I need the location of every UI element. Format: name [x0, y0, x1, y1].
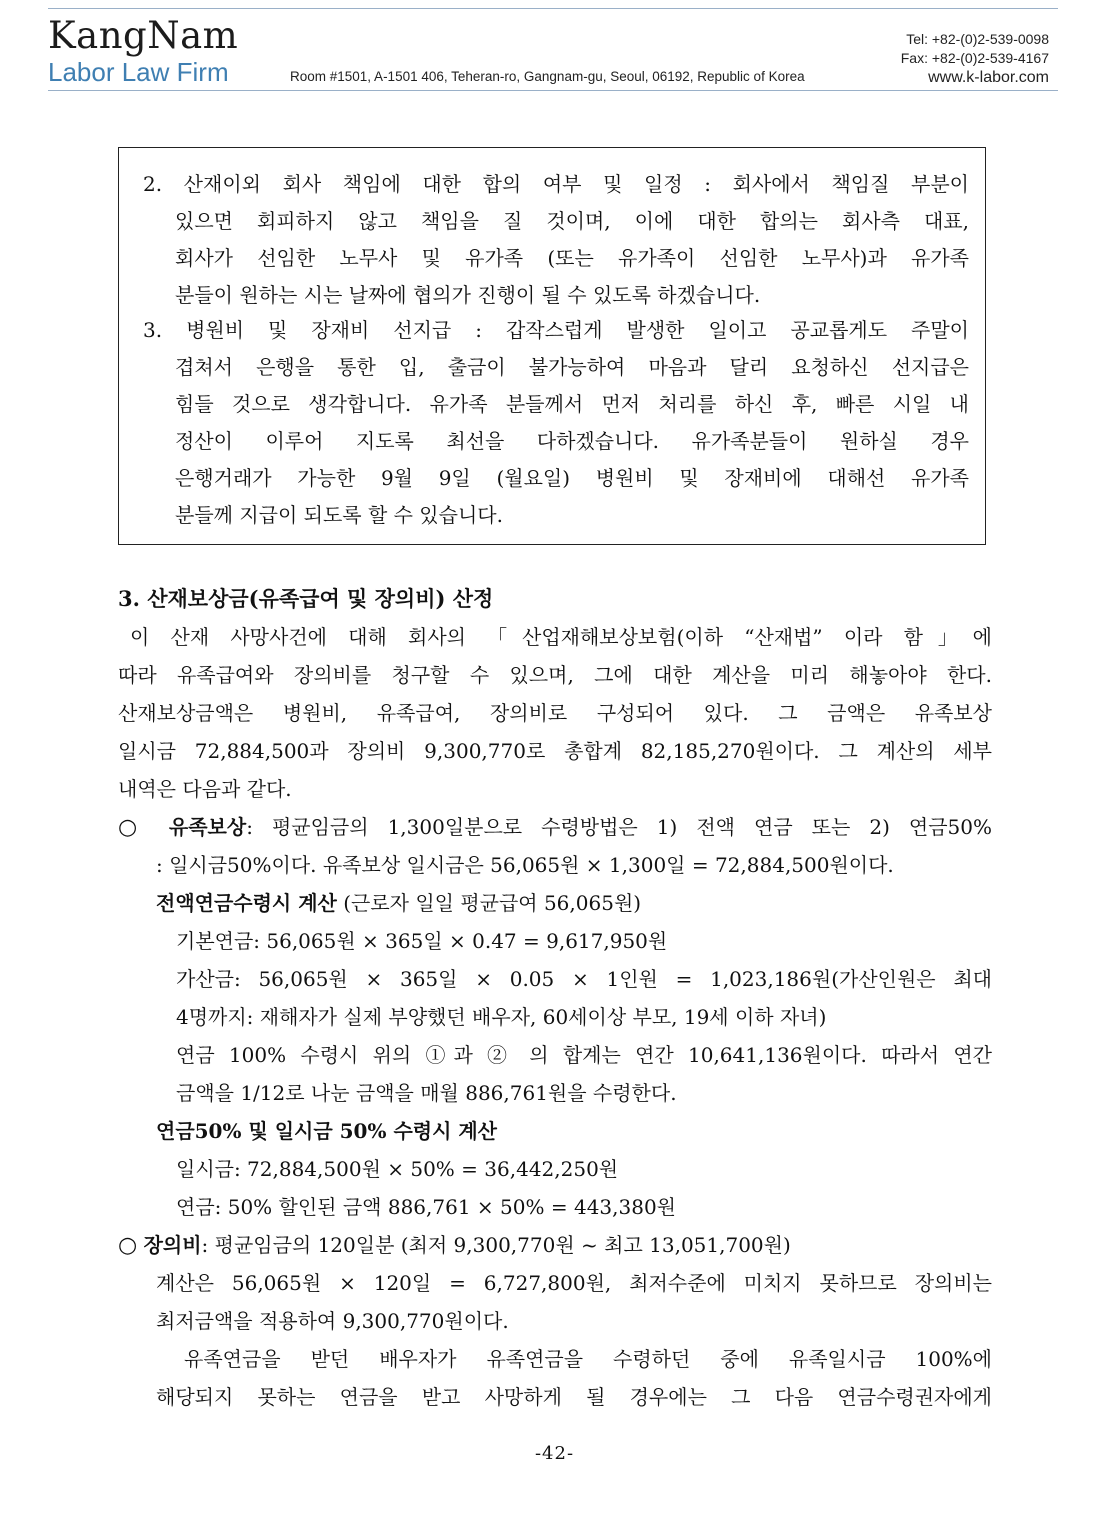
firm-address: Room #1501, A-1501 406, Teheran-ro, Gangnam-gu, Seoul, 06192, Republic of Korea	[290, 69, 805, 84]
firm-website: www.k-labor.com	[928, 69, 1049, 86]
paragraph-line: 이 산재 사망사건에 대해 회사의 「산업재해보상보험(이하 “산재법” 이라 함」에	[130, 625, 992, 649]
subheading-title: 전액연금수령시 계산	[156, 891, 337, 915]
paragraph-line: : 일시금50%이다. 유족보상 일시금은 56,065원 × 1,300일 = 72,884,500원이다.	[156, 853, 894, 877]
calc-line: 연금 100% 수령시 위의 ①과 ② 의 합계는 연간 10,641,136원이다. 따라서 연간	[176, 1043, 992, 1067]
letterhead	[0, 0, 1109, 100]
calc-line: 기본연금: 56,065원 × 365일 × 0.47 = 9,617,950원	[176, 929, 668, 953]
paragraph-line: 내역은 다음과 같다.	[118, 777, 292, 801]
bullet-text: : 평균임금의 1,300일분으로 수령방법은 1) 전액 연금 또는 2) 연금50%	[246, 815, 992, 839]
notice-line: 분들이 원하는 시는 날짜에 협의가 진행이 될 수 있도록 하겠습니다.	[175, 283, 761, 307]
notice-item-3	[143, 312, 969, 534]
bullet-label: 장의비	[143, 1233, 202, 1257]
bullet-text: : 평균임금의 120일분 (최저 9,300,770원 ~ 최고 13,051,700원)	[201, 1233, 791, 1257]
circle-bullet-icon: ○	[118, 815, 150, 840]
paragraph-line: 계산은 56,065원 × 120일 = 6,727,800원, 최저수준에 미치지 못하므로 장의비는	[156, 1271, 992, 1295]
notice-item-2	[143, 166, 969, 314]
firm-fax: Fax: +82-(0)2-539-4167	[900, 50, 1049, 66]
subheading-annual-half: 연금50% 및 일시금 50% 수령시 계산	[156, 1119, 498, 1143]
notice-line: 있으면 회피하지 않고 책임을 질 것이며, 이에 대한 합의는 회사측 대표,	[175, 209, 969, 233]
firm-contact	[901, 30, 1049, 87]
bullet-label: 유족보상	[168, 815, 247, 839]
notice-line: 회사가 선임한 노무사 및 유가족 (또는 유가족이 선임한 노무사)과 유가족	[175, 246, 969, 270]
bullet-survivor-compensation	[118, 808, 992, 846]
notice-line: 힘들 것으로 생각합니다. 유가족 분들께서 먼저 처리를 하신 후, 빠른 시일 내	[175, 392, 969, 416]
firm-logo-subtitle: Labor Law Firm	[48, 57, 229, 87]
header-top-rule	[48, 8, 1058, 9]
paragraph-line: 최저금액을 적용하여 9,300,770원이다.	[156, 1309, 509, 1333]
notice-line: 은행거래가 가능한 9월 9일 (월요일) 병원비 및 장재비에 대해선 유가족	[175, 466, 969, 490]
page-number: -42-	[534, 1443, 575, 1464]
calc-line: 4명까지: 재해자가 실제 부양했던 배우자, 60세이상 부모, 19세 이하 자녀)	[176, 1005, 827, 1029]
calc-line: 연금: 50% 할인된 금액 886,761 × 50% = 443,380원	[176, 1195, 676, 1219]
bullet-funeral-expenses	[118, 1226, 992, 1264]
firm-tel: Tel: +82-(0)2-539-0098	[906, 31, 1049, 47]
paragraph-line: 해당되지 못하는 연금을 받고 사망하게 될 경우에는 그 다음 연금수령권자에게	[156, 1385, 992, 1409]
notice-line: 2. 산재이외 회사 책임에 대한 합의 여부 및 일정 : 회사에서 책임질 부분이	[143, 172, 969, 196]
circle-bullet-icon: ○	[118, 1233, 138, 1258]
header-bottom-rule	[48, 90, 1058, 91]
paragraph-line: 따라 유족급여와 장의비를 청구할 수 있으며, 그에 대한 계산을 미리 해놓아야 한다.	[118, 663, 992, 687]
notice-line: 분들께 지급이 되도록 할 수 있습니다.	[175, 503, 503, 527]
calc-line: 금액을 1/12로 나눈 금액을 매월 886,761원을 수령한다.	[176, 1081, 677, 1105]
firm-logo-name: KangNam	[48, 14, 239, 57]
calc-line: 일시금: 72,884,500원 × 50% = 36,442,250원	[176, 1157, 619, 1181]
calc-line: 가산금: 56,065원 × 365일 × 0.05 × 1인원 = 1,023,186원(가산인원은 최대	[176, 967, 992, 991]
section-body	[118, 580, 992, 1416]
notice-line: 3. 병원비 및 장재비 선지급 : 갑작스럽게 발생한 일이고 공교롭게도 주말이	[143, 318, 969, 342]
subheading-annual-full	[118, 884, 992, 922]
paragraph-line: 유족연금을 받던 배우자가 유족연금을 수령하던 중에 유족일시금 100%에	[184, 1347, 992, 1371]
notice-line: 겹쳐서 은행을 통한 입, 출금이 불가능하여 마음과 달리 요청하신 선지급은	[175, 355, 969, 379]
section-heading: 3. 산재보상금(유족급여 및 장의비) 산정	[118, 586, 494, 611]
paragraph-line: 산재보상금액은 병원비, 유족급여, 장의비로 구성되어 있다. 그 금액은 유족보상	[118, 701, 992, 725]
notice-box	[118, 147, 986, 545]
notice-line: 정산이 이루어 지도록 최선을 다하겠습니다. 유가족분들이 원하실 경우	[175, 429, 969, 453]
subheading-note: (근로자 일일 평균급여 56,065원)	[343, 891, 642, 915]
paragraph-line: 일시금 72,884,500과 장의비 9,300,770로 총합계 82,185,270원이다. 그 계산의 세부	[118, 739, 992, 763]
